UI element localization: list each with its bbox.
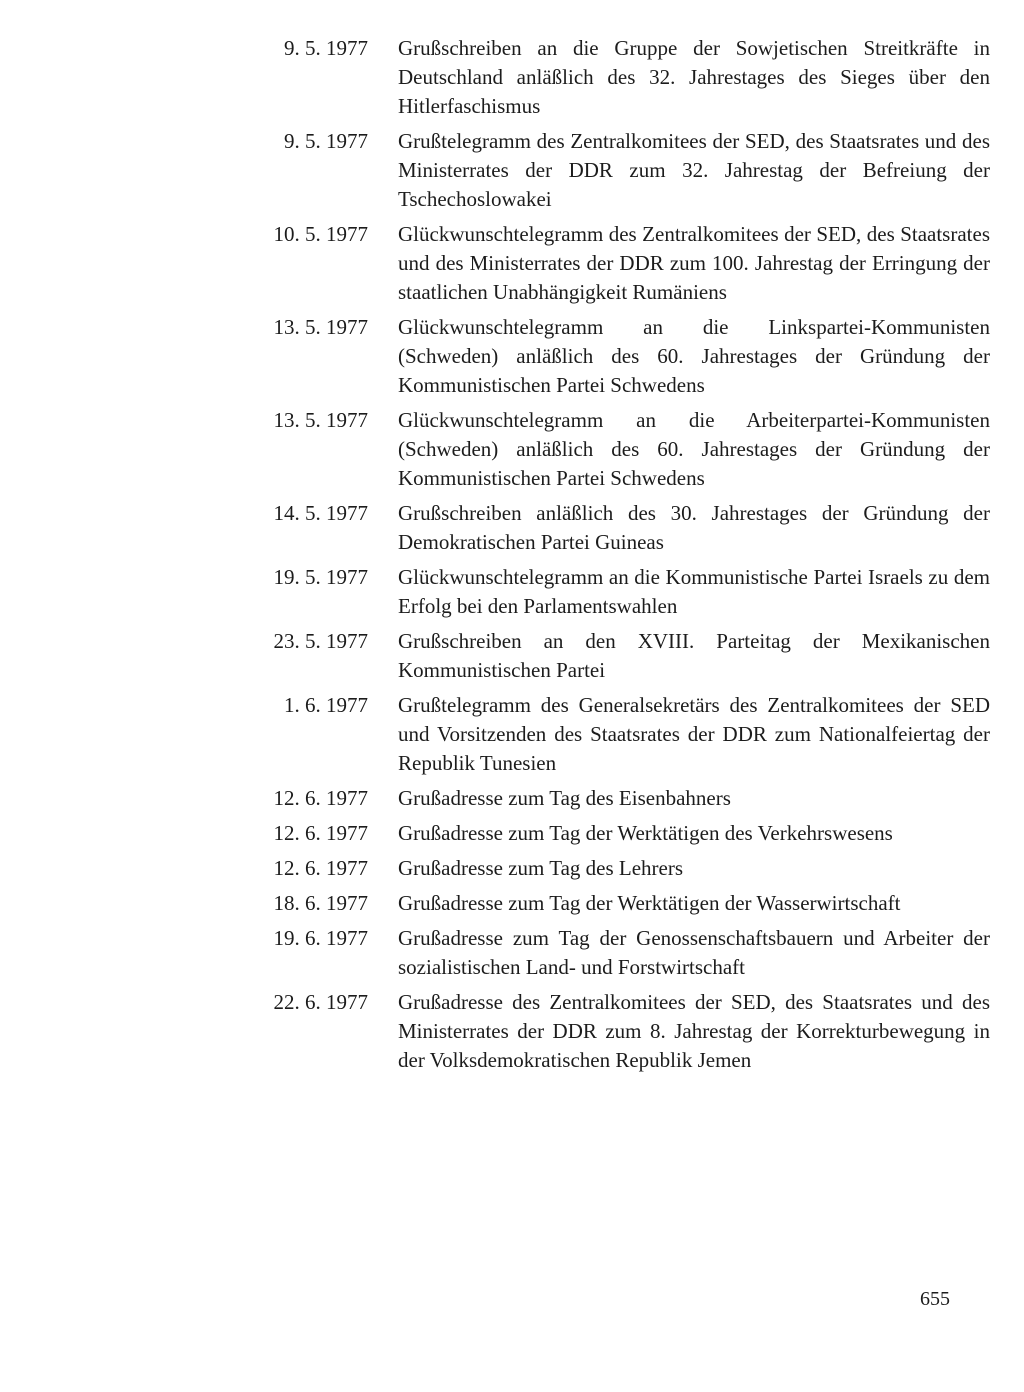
- entry-date: 13. 5. 1977: [273, 315, 368, 339]
- entry-text: Grußadresse zum Tag der Werktätigen des Verkehrswesens: [398, 821, 893, 845]
- chronology-list: [240, 34, 990, 1081]
- entry-date: 12. 6. 1977: [273, 856, 368, 880]
- entry-date: 13. 5. 1977: [273, 408, 368, 432]
- entry-text: Grußadresse des Zentralkomitees der SED, des Staatsrates und des Ministerrates der DDR zum 8. Jahrestag der Korrekturbewegung in der Volksdemokratischen Republik Jemen: [398, 990, 990, 1072]
- entry-text: Grußtelegramm des Generalsekretärs des Zentralkomitees der SED und Vorsitzenden des Staatsrates der DDR zum Nationalfeiertag der Republik Tunesien: [398, 693, 990, 775]
- chronology-entry: [240, 127, 990, 214]
- chronology-entry: [240, 499, 990, 557]
- entry-date: 19. 6. 1977: [273, 926, 368, 950]
- entry-date: 23. 5. 1977: [273, 629, 368, 653]
- chronology-entry: [240, 563, 990, 621]
- chronology-entry: [240, 819, 990, 848]
- chronology-entry: [240, 889, 990, 918]
- entry-text: Grußschreiben anläßlich des 30. Jahrestages der Gründung der Demokratischen Partei Guineas: [398, 501, 990, 554]
- entry-text: Grußadresse zum Tag der Werktätigen der Wasserwirtschaft: [398, 891, 901, 915]
- chronology-entry: [240, 627, 990, 685]
- chronology-entry: [240, 313, 990, 400]
- entry-date: 1. 6. 1977: [284, 693, 368, 717]
- entry-date: 12. 6. 1977: [273, 821, 368, 845]
- chronology-entry: [240, 924, 990, 982]
- entry-date: 12. 6. 1977: [273, 786, 368, 810]
- entry-date: 10. 5. 1977: [273, 222, 368, 246]
- entry-text: Grußadresse zum Tag des Eisenbahners: [398, 786, 731, 810]
- entry-text: Grußschreiben an den XVIII. Parteitag der Mexikanischen Kommunistischen Partei: [398, 629, 990, 682]
- entry-text: Glückwunschtelegramm an die Linkspartei-Kommunisten (Schweden) anläßlich des 60. Jahrestages der Gründung der Kommunistischen Partei Schwedens: [398, 315, 990, 397]
- entry-text: Glückwunschtelegramm des Zentralkomitees der SED, des Staatsrates und des Ministerrates der DDR zum 100. Jahrestag der Erringung der staatlichen Unabhängigkeit Rumäniens: [398, 222, 990, 304]
- chronology-entry: [240, 406, 990, 493]
- chronology-entry: [240, 784, 990, 813]
- entry-text: Grußtelegramm des Zentralkomitees der SED, des Staatsrates und des Ministerrates der DDR zum 32. Jahrestag der Befreiung der Tschechoslowakei: [398, 129, 990, 211]
- entry-text: Glückwunschtelegramm an die Arbeiterpartei-Kommunisten (Schweden) anläßlich des 60. Jahrestages der Gründung der Kommunistischen Partei Schwedens: [398, 408, 990, 490]
- entry-date: 22. 6. 1977: [273, 990, 368, 1014]
- entry-date: 9. 5. 1977: [284, 129, 368, 153]
- chronology-entry: [240, 220, 990, 307]
- chronology-entry: [240, 988, 990, 1075]
- chronology-entry: [240, 854, 990, 883]
- page-number: 655: [920, 1288, 950, 1310]
- entry-date: 18. 6. 1977: [273, 891, 368, 915]
- chronology-entry: [240, 34, 990, 121]
- entry-text: Grußadresse zum Tag der Genossenschaftsbauern und Arbeiter der sozialistischen Land- und Forstwirtschaft: [398, 926, 990, 979]
- entry-text: Grußschreiben an die Gruppe der Sowjetischen Streitkräfte in Deutschland anläßlich des 32. Jahrestages des Sieges über den Hitlerfaschismus: [398, 36, 990, 118]
- entry-date: 9. 5. 1977: [284, 36, 368, 60]
- entry-text: Glückwunschtelegramm an die Kommunistische Partei Israels zu dem Erfolg bei den Parlamentswahlen: [398, 565, 990, 618]
- entry-date: 14. 5. 1977: [273, 501, 368, 525]
- chronology-entry: [240, 691, 990, 778]
- entry-date: 19. 5. 1977: [273, 565, 368, 589]
- entry-text: Grußadresse zum Tag des Lehrers: [398, 856, 684, 880]
